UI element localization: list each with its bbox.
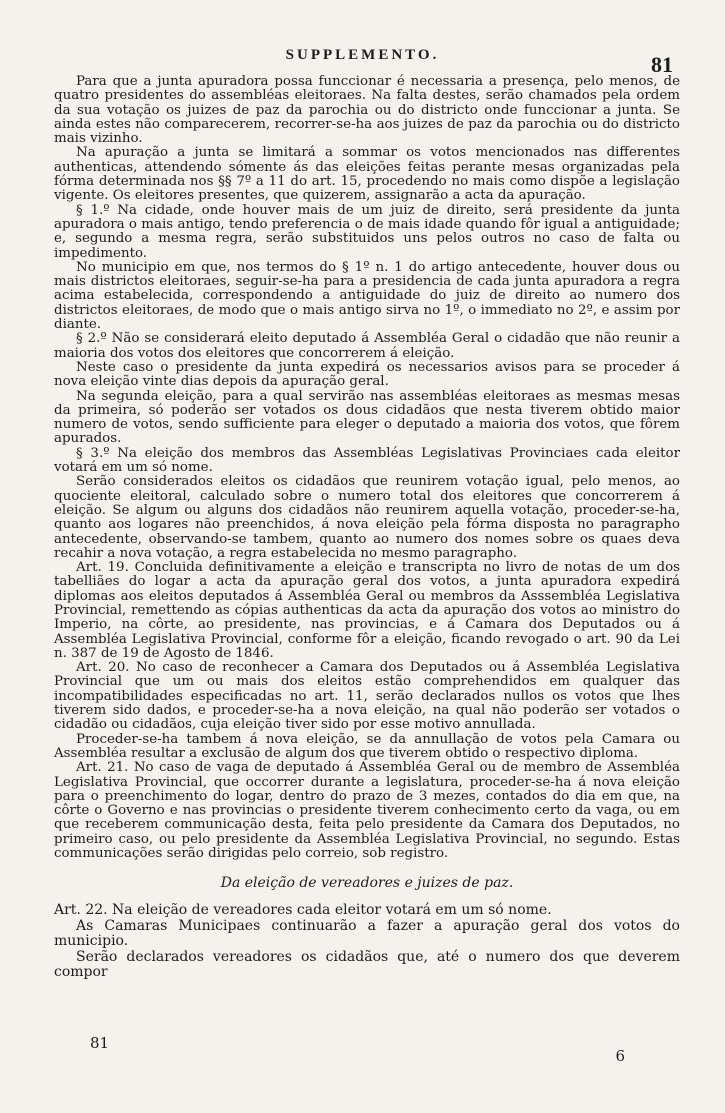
paragraph: No municipio em que, nos termos do § 1º n. 1 do artigo antecedente, houver dous ou mais districtos eleitoraes, seguir-se-ha para a presidencia de cada junta apuradora a regra acima estabelecida, correspondendo a antiguidade do juiz de direito ao numero dos districtos eleitoraes, de modo que o mais antigo sirva no 1º, o immediato no 2º, e assim por diante. [54, 259, 680, 333]
signature-mark: 81 [90, 1034, 110, 1052]
paragraph: § 1.º Na cidade, onde houver mais de um juiz de direito, será presidente da junta apuradora o mais antigo, tendo preferencia o de mais idade quando fôr igual a antiguidade; e, segundo a mesma regra, serão substituidos uns pelos outros no caso de falta ou impedimento. [54, 202, 680, 261]
body-text [54, 75, 680, 980]
paragraph: Na segunda eleição, para a qual servirão nas assembléas eleitoraes as mesmas mesas da primeira, só poderão ser votados os dous cidadãos que nesta tiverem obtido maior numero de votos, sendo sufficiente para eleger o deputado a maioria dos votos, que fôrem apurados. [54, 388, 680, 447]
paragraph: Neste caso o presidente da junta expedirá os necessarios avisos para se proceder á nova eleição vinte dias depois da apuração geral. [54, 359, 680, 390]
paragraph: As Camaras Municipaes continuarão a fazer a apuração geral dos votos do municipio. [54, 917, 680, 950]
paragraph: § 2.º Não se considerará eleito deputado á Assembléa Geral o cidadão que não reunir a maioria dos votos dos eleitores que concorrerem á eleição. [54, 331, 680, 361]
gathering-mark: 6 [615, 1047, 625, 1065]
section-heading: Da eleição de vereadores e juizes de paz. [220, 875, 514, 892]
paragraph: Proceder-se-ha tambem á nova eleição, se da annullação de votos pela Camara ou Assembléa resultar a exclusão de algum dos que tiverem obtido o respectivo diploma. [54, 731, 680, 761]
paragraph: Art. 20. No caso de reconhecer a Camara dos Deputados ou á Assembléa Legislativa Provincial que um ou mais dos eleitos estão comprehendidos em qualquer das incompatibilidades especificadas no art. 11, serão declarados nullos os votos que lhes tiverem sido dados, e proceder-se-ha a nova eleição, na qual não poderão ser votados o cidadão ou cidadãos, cuja eleição tiver sido por esse motivo annullada. [54, 660, 680, 733]
paragraph: Para que a junta apuradora possa funccionar é necessaria a presença, pelo menos, de quatro presidentes do assembléas eleitoraes. Na falta destes, serão chamados pela ordem da sua votação os juizes de paz da parochia ou do districto onde funccionar a junta. Se ainda estes não comparecerem, recorrer-se-ha aos juizes de paz da parochia ou do districto mais vizinho. [54, 74, 680, 147]
paragraph: § 3.º Na eleição dos membros das Assembléas Legislativas Provinciaes cada eleitor votará em um só nome. [54, 445, 680, 476]
paragraph: Art. 21. No caso de vaga de deputado á Assembléa Geral ou de membro de Assembléa Legislativa Provincial, que occorrer durante a legislatura, proceder-se-ha á nova eleição para o preenchimento do logar, dentro do prazo de 3 mezes, contados do dia em que, na côrte o Governo e nas provincias o presidente tiverem conhecimento certo da vaga, ou em que receberem communicação desta, feita pelo presidente da Camara dos Deputados, no primeiro caso, ou pelo presidente da Assembléa Legislativa Provincial, no segundo. Estas communicações serão dirigidas pelo correio, sob registro. [54, 760, 680, 862]
page-number: 81 [651, 52, 673, 77]
paragraph: Art. 19. Concluida definitivamente a eleição e transcripta no livro de notas de um dos tabelliães do logar a acta da apuração geral dos votos, a junta apuradora expedirá diplomas aos eleitos deputados á Assembléa Geral ou membros da Asssembléa Legislativa Provincial, remettendo as cópias authenticas da acta da apuração dos votos ao ministro do Imperio, na côrte, ao presidente, nas provincias, e á Camara dos Deputados ou á Assembléa Legislativa Provincial, conforme fôr a eleição, ficando revogado o art. 90 da Lei n. 387 de 19 de Agosto de 1846. [54, 560, 680, 661]
paragraph: Na apuração a junta se limitará a sommar os votos mencionados nas differentes authenticas, attendendo sómente ás das eleições feitas perante mesas organizadas pela fórma determinada nos §§ 7º a 11 do art. 15, procedendo no mais como dispõe a legislação vigente. Os eleitores presentes, que quizerem, assignarão a acta da apuração. [54, 145, 680, 204]
paragraph: Art. 22. Na eleição de vereadores cada eleitor votará em um só nome. [54, 902, 552, 919]
running-head-title: SUPPLEMENTO. [285, 47, 440, 63]
paragraph: Serão declarados vereadores os cidadãos que, até o numero dos que deverem compor [54, 948, 680, 980]
paragraph: Serão considerados eleitos os cidadãos que reunirem votação igual, pelo menos, ao quociente eleitoral, calculado sobre o numero total dos eleitores que concorrerem á eleição. Se algum ou alguns dos cidadãos não reunirem aquella votação, proceder-se-ha, quanto aos logares não preenchidos, á nova eleição pela fórma disposta no paragrapho antecedente, observando-se tambem, quanto ao numero dos nomes sobre os quaes deva recahir a nova votação, a regra estabelecida no mesmo paragrapho. [54, 474, 680, 561]
section-body [54, 903, 680, 980]
